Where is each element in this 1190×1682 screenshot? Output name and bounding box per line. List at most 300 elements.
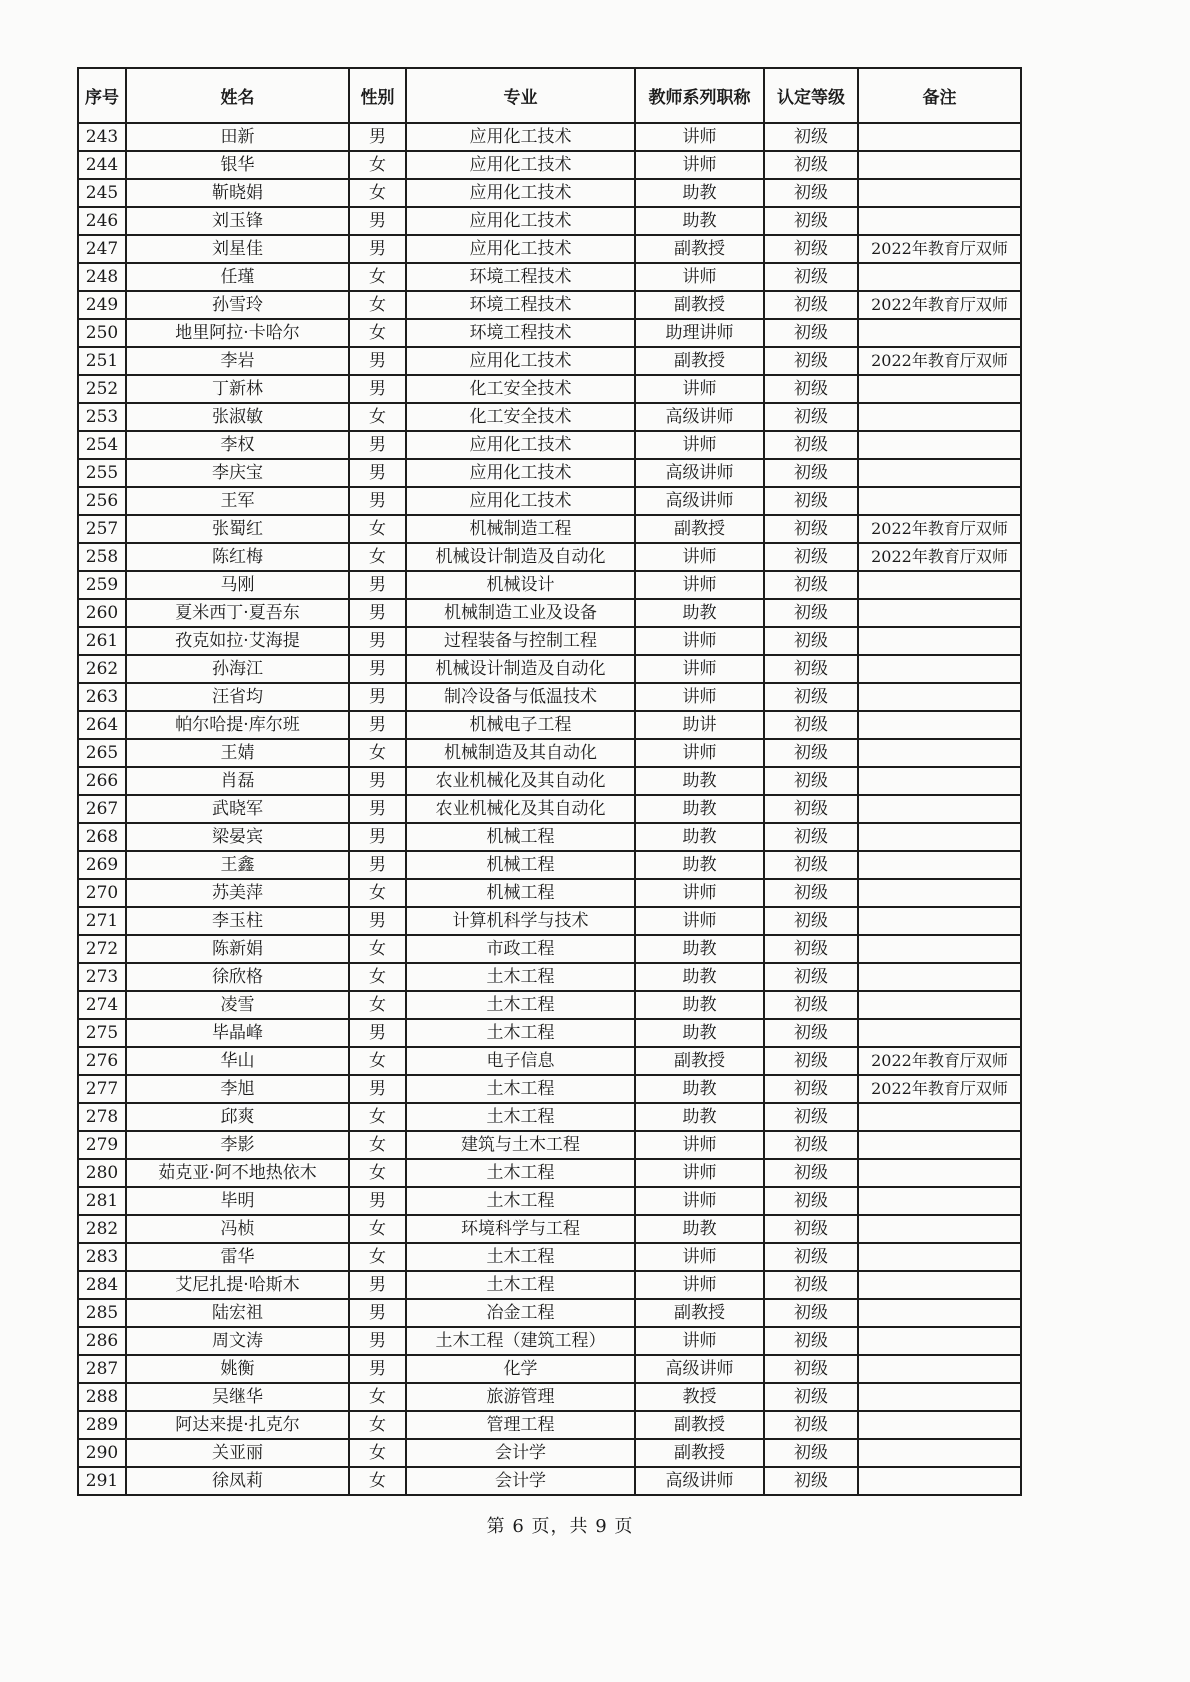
- cell-major: 土木工程: [406, 1159, 635, 1187]
- cell-gender: 女: [349, 1411, 406, 1439]
- cell-name: 丁新林: [126, 375, 349, 403]
- cell-remarks: 2022年教育厅双师: [858, 515, 1021, 543]
- cell-teacher-title: 讲师: [635, 263, 764, 291]
- cell-teacher-title: 讲师: [635, 571, 764, 599]
- cell-name: 肖磊: [126, 767, 349, 795]
- cell-remarks: [858, 991, 1021, 1019]
- cell-gender: 女: [349, 543, 406, 571]
- cell-name: 李影: [126, 1131, 349, 1159]
- table-row: [78, 823, 1021, 851]
- cell-certification-level: 初级: [764, 1243, 858, 1271]
- cell-teacher-title: 副教授: [635, 515, 764, 543]
- cell-teacher-title: 助教: [635, 767, 764, 795]
- table-row: [78, 235, 1021, 263]
- cell-gender: 男: [349, 1327, 406, 1355]
- cell-gender: 女: [349, 1467, 406, 1495]
- cell-gender: 男: [349, 1299, 406, 1327]
- table-row: [78, 1215, 1021, 1243]
- cell-serial-number: 246: [78, 207, 126, 235]
- cell-remarks: [858, 1411, 1021, 1439]
- cell-remarks: [858, 1383, 1021, 1411]
- table-row: [78, 263, 1021, 291]
- cell-certification-level: 初级: [764, 795, 858, 823]
- cell-remarks: [858, 571, 1021, 599]
- cell-gender: 女: [349, 1047, 406, 1075]
- cell-remarks: [858, 1243, 1021, 1271]
- cell-gender: 男: [349, 655, 406, 683]
- cell-serial-number: 286: [78, 1327, 126, 1355]
- cell-name: 邱爽: [126, 1103, 349, 1131]
- cell-serial-number: 279: [78, 1131, 126, 1159]
- cell-major: 应用化工技术: [406, 459, 635, 487]
- cell-gender: 女: [349, 291, 406, 319]
- table-row: [78, 207, 1021, 235]
- cell-teacher-title: 副教授: [635, 1047, 764, 1075]
- cell-teacher-title: 助教: [635, 1215, 764, 1243]
- cell-certification-level: 初级: [764, 375, 858, 403]
- cell-gender: 女: [349, 179, 406, 207]
- cell-name: 毕明: [126, 1187, 349, 1215]
- cell-teacher-title: 助教: [635, 935, 764, 963]
- cell-major: 应用化工技术: [406, 151, 635, 179]
- cell-remarks: 2022年教育厅双师: [858, 1047, 1021, 1075]
- cell-major: 土木工程: [406, 1103, 635, 1131]
- cell-major: 会计学: [406, 1467, 635, 1495]
- cell-certification-level: 初级: [764, 1159, 858, 1187]
- cell-teacher-title: 讲师: [635, 1131, 764, 1159]
- table-row: [78, 935, 1021, 963]
- cell-certification-level: 初级: [764, 291, 858, 319]
- cell-name: 梁晏宾: [126, 823, 349, 851]
- page-number: 第 6 页，共 9 页: [486, 1516, 634, 1537]
- header-major: 专业: [406, 68, 635, 123]
- cell-serial-number: 269: [78, 851, 126, 879]
- cell-gender: 男: [349, 1187, 406, 1215]
- table-row: [78, 879, 1021, 907]
- cell-gender: 女: [349, 263, 406, 291]
- cell-gender: 女: [349, 1439, 406, 1467]
- table-row: [78, 991, 1021, 1019]
- cell-major: 应用化工技术: [406, 207, 635, 235]
- cell-name: 李岩: [126, 347, 349, 375]
- cell-serial-number: 256: [78, 487, 126, 515]
- table-row: [78, 375, 1021, 403]
- table-row: [78, 1439, 1021, 1467]
- cell-name: 徐欣格: [126, 963, 349, 991]
- header-certification-level: 认定等级: [764, 68, 858, 123]
- cell-name: 李旭: [126, 1075, 349, 1103]
- cell-remarks: [858, 767, 1021, 795]
- cell-name: 夏米西丁·夏吾东: [126, 599, 349, 627]
- cell-name: 帕尔哈提·库尔班: [126, 711, 349, 739]
- cell-name: 孙海江: [126, 655, 349, 683]
- cell-certification-level: 初级: [764, 179, 858, 207]
- header-gender: 性别: [349, 68, 406, 123]
- cell-remarks: [858, 851, 1021, 879]
- cell-serial-number: 282: [78, 1215, 126, 1243]
- cell-remarks: [858, 487, 1021, 515]
- cell-certification-level: 初级: [764, 1271, 858, 1299]
- cell-gender: 男: [349, 207, 406, 235]
- table-row: [78, 1467, 1021, 1495]
- cell-certification-level: 初级: [764, 711, 858, 739]
- cell-major: 管理工程: [406, 1411, 635, 1439]
- table-row: [78, 1299, 1021, 1327]
- table-row: [78, 1327, 1021, 1355]
- cell-certification-level: 初级: [764, 1383, 858, 1411]
- cell-remarks: [858, 1019, 1021, 1047]
- cell-serial-number: 259: [78, 571, 126, 599]
- table-row: [78, 655, 1021, 683]
- table-row: [78, 599, 1021, 627]
- cell-name: 陆宏祖: [126, 1299, 349, 1327]
- cell-certification-level: 初级: [764, 1355, 858, 1383]
- cell-teacher-title: 助教: [635, 991, 764, 1019]
- cell-name: 孙雪玲: [126, 291, 349, 319]
- cell-serial-number: 280: [78, 1159, 126, 1187]
- table-row: [78, 851, 1021, 879]
- cell-gender: 男: [349, 599, 406, 627]
- table-row: [78, 1131, 1021, 1159]
- cell-certification-level: 初级: [764, 907, 858, 935]
- cell-teacher-title: 助讲: [635, 711, 764, 739]
- cell-major: 应用化工技术: [406, 487, 635, 515]
- cell-certification-level: 初级: [764, 459, 858, 487]
- cell-remarks: [858, 1215, 1021, 1243]
- cell-serial-number: 285: [78, 1299, 126, 1327]
- cell-serial-number: 254: [78, 431, 126, 459]
- table-row: [78, 627, 1021, 655]
- cell-teacher-title: 讲师: [635, 1243, 764, 1271]
- cell-remarks: [858, 123, 1021, 151]
- cell-certification-level: 初级: [764, 263, 858, 291]
- cell-serial-number: 274: [78, 991, 126, 1019]
- cell-name: 艾尼扎提·哈斯木: [126, 1271, 349, 1299]
- cell-gender: 男: [349, 795, 406, 823]
- cell-name: 地里阿拉·卡哈尔: [126, 319, 349, 347]
- cell-major: 土木工程: [406, 1243, 635, 1271]
- cell-serial-number: 248: [78, 263, 126, 291]
- cell-remarks: [858, 263, 1021, 291]
- cell-serial-number: 260: [78, 599, 126, 627]
- cell-gender: 男: [349, 711, 406, 739]
- cell-gender: 男: [349, 487, 406, 515]
- cell-gender: 女: [349, 1383, 406, 1411]
- cell-teacher-title: 副教授: [635, 235, 764, 263]
- cell-serial-number: 265: [78, 739, 126, 767]
- table-row: [78, 571, 1021, 599]
- cell-certification-level: 初级: [764, 515, 858, 543]
- cell-name: 姚衡: [126, 1355, 349, 1383]
- cell-serial-number: 266: [78, 767, 126, 795]
- cell-gender: 男: [349, 459, 406, 487]
- table-row: [78, 319, 1021, 347]
- cell-name: 王鑫: [126, 851, 349, 879]
- cell-remarks: [858, 963, 1021, 991]
- cell-remarks: [858, 1327, 1021, 1355]
- cell-major: 冶金工程: [406, 1299, 635, 1327]
- cell-name: 刘星佳: [126, 235, 349, 263]
- cell-major: 建筑与土木工程: [406, 1131, 635, 1159]
- cell-name: 华山: [126, 1047, 349, 1075]
- cell-gender: 男: [349, 907, 406, 935]
- table-row: [78, 487, 1021, 515]
- cell-certification-level: 初级: [764, 319, 858, 347]
- header-remarks: 备注: [858, 68, 1021, 123]
- cell-major: 应用化工技术: [406, 235, 635, 263]
- cell-serial-number: 249: [78, 291, 126, 319]
- cell-certification-level: 初级: [764, 739, 858, 767]
- cell-major: 电子信息: [406, 1047, 635, 1075]
- cell-major: 土木工程: [406, 991, 635, 1019]
- cell-remarks: [858, 1159, 1021, 1187]
- cell-teacher-title: 讲师: [635, 1271, 764, 1299]
- cell-remarks: [858, 459, 1021, 487]
- cell-teacher-title: 助教: [635, 795, 764, 823]
- cell-certification-level: 初级: [764, 1215, 858, 1243]
- cell-certification-level: 初级: [764, 431, 858, 459]
- cell-certification-level: 初级: [764, 1299, 858, 1327]
- table-header-row: [78, 68, 1021, 123]
- table-row: [78, 1411, 1021, 1439]
- cell-remarks: [858, 319, 1021, 347]
- cell-teacher-title: 讲师: [635, 907, 764, 935]
- table-row: [78, 403, 1021, 431]
- cell-gender: 男: [349, 767, 406, 795]
- cell-serial-number: 275: [78, 1019, 126, 1047]
- cell-remarks: [858, 823, 1021, 851]
- cell-gender: 女: [349, 319, 406, 347]
- cell-major: 环境工程技术: [406, 319, 635, 347]
- cell-remarks: [858, 739, 1021, 767]
- cell-gender: 女: [349, 151, 406, 179]
- cell-certification-level: 初级: [764, 403, 858, 431]
- cell-gender: 女: [349, 403, 406, 431]
- cell-name: 茹克亚·阿不地热依木: [126, 1159, 349, 1187]
- cell-remarks: [858, 907, 1021, 935]
- header-teacher-title: 教师系列职称: [635, 68, 764, 123]
- cell-major: 机械设计制造及自动化: [406, 543, 635, 571]
- teacher-certification-table: [77, 67, 1022, 1496]
- cell-serial-number: 288: [78, 1383, 126, 1411]
- cell-certification-level: 初级: [764, 963, 858, 991]
- cell-certification-level: 初级: [764, 207, 858, 235]
- cell-remarks: [858, 1439, 1021, 1467]
- cell-major: 机械设计制造及自动化: [406, 655, 635, 683]
- cell-serial-number: 270: [78, 879, 126, 907]
- cell-remarks: 2022年教育厅双师: [858, 347, 1021, 375]
- cell-remarks: [858, 683, 1021, 711]
- cell-teacher-title: 讲师: [635, 543, 764, 571]
- table-row: [78, 1075, 1021, 1103]
- cell-teacher-title: 副教授: [635, 1411, 764, 1439]
- cell-certification-level: 初级: [764, 879, 858, 907]
- cell-serial-number: 290: [78, 1439, 126, 1467]
- cell-major: 农业机械化及其自动化: [406, 795, 635, 823]
- cell-gender: 男: [349, 347, 406, 375]
- cell-certification-level: 初级: [764, 487, 858, 515]
- cell-remarks: [858, 1467, 1021, 1495]
- cell-remarks: [858, 795, 1021, 823]
- cell-teacher-title: 教授: [635, 1383, 764, 1411]
- cell-teacher-title: 助教: [635, 1103, 764, 1131]
- cell-name: 徐凤莉: [126, 1467, 349, 1495]
- cell-name: 王军: [126, 487, 349, 515]
- cell-name: 关亚丽: [126, 1439, 349, 1467]
- cell-serial-number: 247: [78, 235, 126, 263]
- cell-gender: 男: [349, 823, 406, 851]
- table-row: [78, 459, 1021, 487]
- table-row: [78, 683, 1021, 711]
- cell-gender: 女: [349, 515, 406, 543]
- cell-serial-number: 257: [78, 515, 126, 543]
- cell-remarks: [858, 151, 1021, 179]
- cell-serial-number: 267: [78, 795, 126, 823]
- cell-certification-level: 初级: [764, 851, 858, 879]
- cell-name: 吴继华: [126, 1383, 349, 1411]
- cell-serial-number: 244: [78, 151, 126, 179]
- cell-certification-level: 初级: [764, 235, 858, 263]
- cell-remarks: 2022年教育厅双师: [858, 291, 1021, 319]
- cell-major: 土木工程: [406, 1271, 635, 1299]
- cell-teacher-title: 助教: [635, 1019, 764, 1047]
- cell-name: 田新: [126, 123, 349, 151]
- cell-major: 土木工程: [406, 1019, 635, 1047]
- cell-name: 靳晓娟: [126, 179, 349, 207]
- cell-name: 周文涛: [126, 1327, 349, 1355]
- cell-major: 土木工程: [406, 1075, 635, 1103]
- cell-major: 土木工程: [406, 1187, 635, 1215]
- cell-serial-number: 278: [78, 1103, 126, 1131]
- cell-gender: 男: [349, 683, 406, 711]
- table-row: [78, 543, 1021, 571]
- cell-certification-level: 初级: [764, 571, 858, 599]
- cell-name: 马刚: [126, 571, 349, 599]
- cell-serial-number: 251: [78, 347, 126, 375]
- cell-remarks: [858, 599, 1021, 627]
- cell-major: 过程装备与控制工程: [406, 627, 635, 655]
- cell-major: 化工安全技术: [406, 375, 635, 403]
- cell-gender: 男: [349, 375, 406, 403]
- cell-certification-level: 初级: [764, 1439, 858, 1467]
- cell-serial-number: 258: [78, 543, 126, 571]
- cell-certification-level: 初级: [764, 1103, 858, 1131]
- cell-serial-number: 289: [78, 1411, 126, 1439]
- cell-teacher-title: 讲师: [635, 123, 764, 151]
- cell-gender: 女: [349, 1243, 406, 1271]
- cell-serial-number: 277: [78, 1075, 126, 1103]
- cell-teacher-title: 讲师: [635, 879, 764, 907]
- table-row: [78, 963, 1021, 991]
- cell-teacher-title: 讲师: [635, 431, 764, 459]
- cell-serial-number: 243: [78, 123, 126, 151]
- cell-serial-number: 255: [78, 459, 126, 487]
- cell-certification-level: 初级: [764, 543, 858, 571]
- cell-teacher-title: 讲师: [635, 151, 764, 179]
- cell-gender: 女: [349, 935, 406, 963]
- cell-major: 应用化工技术: [406, 431, 635, 459]
- cell-teacher-title: 高级讲师: [635, 459, 764, 487]
- cell-certification-level: 初级: [764, 767, 858, 795]
- teacher-certification-table-container: [77, 67, 1020, 1496]
- cell-major: 市政工程: [406, 935, 635, 963]
- cell-remarks: [858, 1355, 1021, 1383]
- cell-teacher-title: 助教: [635, 207, 764, 235]
- cell-gender: 女: [349, 963, 406, 991]
- cell-certification-level: 初级: [764, 823, 858, 851]
- cell-gender: 男: [349, 851, 406, 879]
- cell-gender: 男: [349, 571, 406, 599]
- cell-certification-level: 初级: [764, 1131, 858, 1159]
- cell-remarks: 2022年教育厅双师: [858, 543, 1021, 571]
- cell-teacher-title: 高级讲师: [635, 487, 764, 515]
- cell-gender: 男: [349, 431, 406, 459]
- cell-serial-number: 253: [78, 403, 126, 431]
- table-row: [78, 1103, 1021, 1131]
- cell-gender: 男: [349, 627, 406, 655]
- cell-name: 陈红梅: [126, 543, 349, 571]
- cell-serial-number: 261: [78, 627, 126, 655]
- cell-remarks: [858, 431, 1021, 459]
- cell-certification-level: 初级: [764, 347, 858, 375]
- cell-serial-number: 252: [78, 375, 126, 403]
- table-row: [78, 1159, 1021, 1187]
- cell-certification-level: 初级: [764, 123, 858, 151]
- cell-serial-number: 273: [78, 963, 126, 991]
- cell-certification-level: 初级: [764, 627, 858, 655]
- table-body: [78, 123, 1021, 1495]
- cell-certification-level: 初级: [764, 655, 858, 683]
- cell-major: 环境工程技术: [406, 263, 635, 291]
- cell-gender: 男: [349, 235, 406, 263]
- cell-major: 机械设计: [406, 571, 635, 599]
- cell-gender: 男: [349, 1019, 406, 1047]
- cell-name: 银华: [126, 151, 349, 179]
- cell-name: 张淑敏: [126, 403, 349, 431]
- cell-serial-number: 291: [78, 1467, 126, 1495]
- cell-name: 王婧: [126, 739, 349, 767]
- cell-serial-number: 262: [78, 655, 126, 683]
- cell-gender: 女: [349, 991, 406, 1019]
- cell-remarks: [858, 655, 1021, 683]
- cell-teacher-title: 讲师: [635, 627, 764, 655]
- cell-serial-number: 284: [78, 1271, 126, 1299]
- cell-gender: 女: [349, 1131, 406, 1159]
- cell-remarks: [858, 1131, 1021, 1159]
- table-row: [78, 123, 1021, 151]
- table-row: [78, 179, 1021, 207]
- cell-serial-number: 245: [78, 179, 126, 207]
- cell-serial-number: 276: [78, 1047, 126, 1075]
- cell-remarks: [858, 375, 1021, 403]
- cell-remarks: [858, 711, 1021, 739]
- table-row: [78, 907, 1021, 935]
- cell-serial-number: 271: [78, 907, 126, 935]
- cell-teacher-title: 讲师: [635, 1327, 764, 1355]
- header-serial-number: 序号: [78, 68, 126, 123]
- table-row: [78, 1243, 1021, 1271]
- cell-serial-number: 264: [78, 711, 126, 739]
- cell-teacher-title: 副教授: [635, 291, 764, 319]
- table-row: [78, 1047, 1021, 1075]
- cell-teacher-title: 副教授: [635, 1299, 764, 1327]
- cell-teacher-title: 讲师: [635, 375, 764, 403]
- cell-name: 阿达来提·扎克尔: [126, 1411, 349, 1439]
- cell-serial-number: 250: [78, 319, 126, 347]
- cell-teacher-title: 高级讲师: [635, 1467, 764, 1495]
- table-row: [78, 291, 1021, 319]
- cell-certification-level: 初级: [764, 151, 858, 179]
